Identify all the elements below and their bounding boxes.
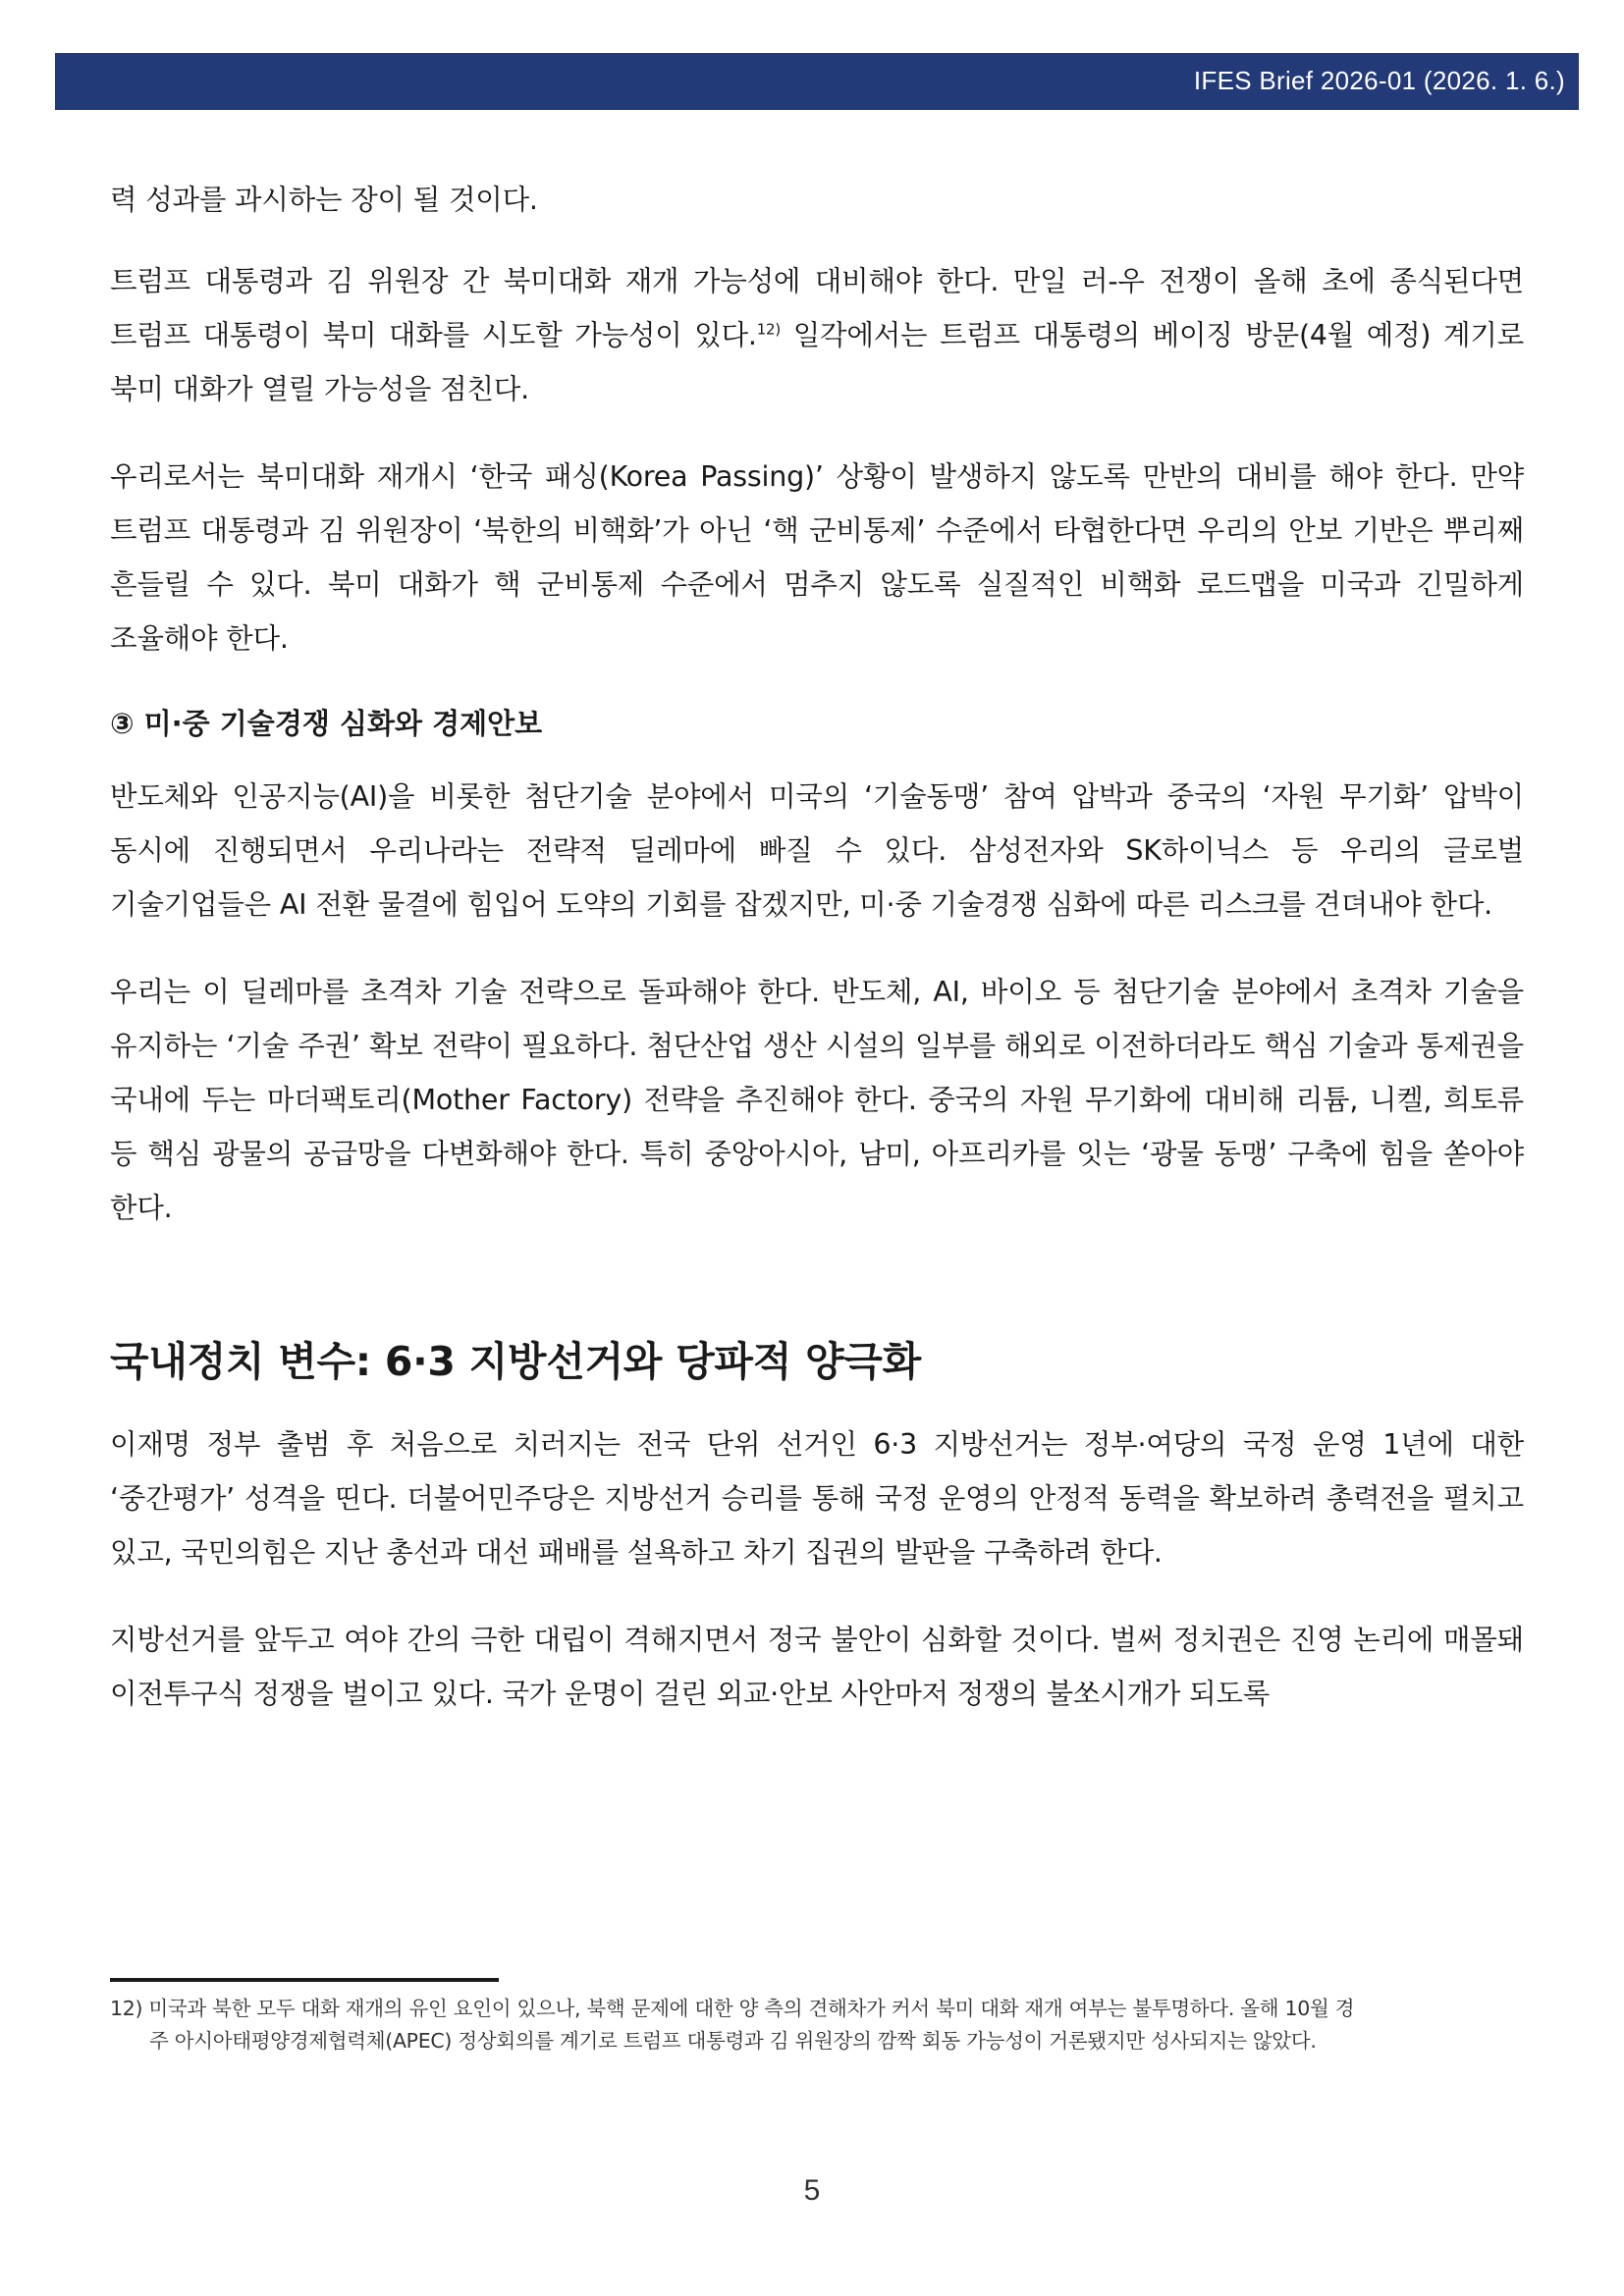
paragraph-3: 우리로서는 북미대화 재개시 ‘한국 패싱(Korea Passing)’ 상황이 발생하지 않도록 만반의 대비를 해야 한다. 만약 트럼프 대통령과 김 위원장이 ‘북한의 비핵화’가 아닌 ‘핵 군비통제’ 수준에서 타협한다면 우리의 안보 기반은 뿌리째 흔들릴 수 있다. 북미 대화가 핵 군비통제 수준에서 멈추지 않도록 실질적인 비핵화 로드맵을 미국과 긴밀하게 조율해야 한다.	[110, 460, 1524, 655]
footnote-line-2: 주 아시아태평양경제협력체(APEC) 정상회의를 계기로 트럼프 대통령과 김 위원장의 깜짝 회동 가능성이 거론됐지만 성사되지는 않았다.	[149, 2029, 1317, 2053]
paragraph-1: 력 성과를 과시하는 장이 될 것이다.	[110, 184, 538, 216]
section-heading: 국내정치 변수: 6·3 지방선거와 당파적 양극화	[110, 1338, 921, 1385]
main-content	[110, 173, 1524, 1754]
footnote-reference[interactable]: 12)	[756, 320, 782, 339]
footnote	[110, 1993, 1524, 2057]
paragraph-4: 반도체와 인공지능(AI)을 비롯한 첨단기술 분야에서 미국의 ‘기술동맹’ 참여 압박과 중국의 ‘자원 무기화’ 압박이 동시에 진행되면서 우리나라는 전략적 딜레마에 빠질 수 있다. 삼성전자와 SK하이닉스 등 우리의 글로벌 기술기업들은 AI 전환 물결에 힘입어 도약의 기회를 잡겠지만, 미·중 기술경쟁 심화에 따른 리스크를 견뎌내야 한다.	[110, 780, 1524, 921]
paragraph-2-text-b: 일각에서는 트럼프 대통령의 베이징 방문(4월 예정) 계기로 북미 대화가 열릴 가능성을 점친다.	[110, 319, 1524, 405]
header-title: IFES Brief 2026-01 (2026. 1. 6.)	[1193, 66, 1565, 95]
header-bar	[55, 53, 1579, 110]
paragraph-5: 우리는 이 딜레마를 초격차 기술 전략으로 돌파해야 한다. 반도체, AI, 바이오 등 첨단기술 분야에서 초격차 기술을 유지하는 ‘기술 주권’ 확보 전략이 필요하다. 첨단산업 생산 시설의 일부를 해외로 이전하더라도 핵심 기술과 통제권을 국내에 두는 마더팩토리(Mother Factory) 전략을 추진해야 한다. 중국의 자원 무기화에 대비해 리튬, 니켈, 희토류 등 핵심 광물의 공급망을 다변화해야 한다. 특히 중앙아시아, 남미, 아프리카를 잇는 ‘광물 동맹’ 구축에 힘을 쏟아야 한다.	[110, 976, 1524, 1224]
page-number: 5	[803, 2174, 821, 2207]
footnote-line-1: 12) 미국과 북한 모두 대화 재개의 유인 요인이 있으나, 북핵 문제에 대한 양 측의 견해차가 커서 북미 대화 재개 여부는 불투명하다. 올해 10월 경	[110, 1997, 1355, 2020]
paragraph-2-text-a: 트럼프 대통령과 김 위원장 간 북미대화 재개 가능성에 대비해야 한다. 만일 러-우 전쟁이 올해 초에 종식된다면 트럼프 대통령이 북미 대화를 시도할 가능성이 있다.	[110, 265, 1524, 351]
subsection-heading: ③ 미·중 기술경쟁 심화와 경제안보	[110, 707, 543, 740]
paragraph-7: 지방선거를 앞두고 여야 간의 극한 대립이 격해지면서 정국 불안이 심화할 것이다. 벌써 정치권은 진영 논리에 매몰돼 이전투구식 정쟁을 벌이고 있다. 국가 운명이 걸린 외교·안보 사안마저 정쟁의 불쏘시개가 되도록	[110, 1624, 1524, 1710]
footnote-divider	[110, 1978, 499, 1982]
paragraph-6: 이재명 정부 출범 후 처음으로 치러지는 전국 단위 선거인 6·3 지방선거는 정부·여당의 국정 운영 1년에 대한 ‘중간평가’ 성격을 띤다. 더불어민주당은 지방선거 승리를 통해 국정 운영의 안정적 동력을 확보하려 총력전을 펼치고 있고, 국민의힘은 지난 총선과 대선 패배를 설욕하고 차기 집권의 발판을 구축하려 한다.	[110, 1428, 1524, 1569]
paragraph-2	[110, 254, 1524, 416]
